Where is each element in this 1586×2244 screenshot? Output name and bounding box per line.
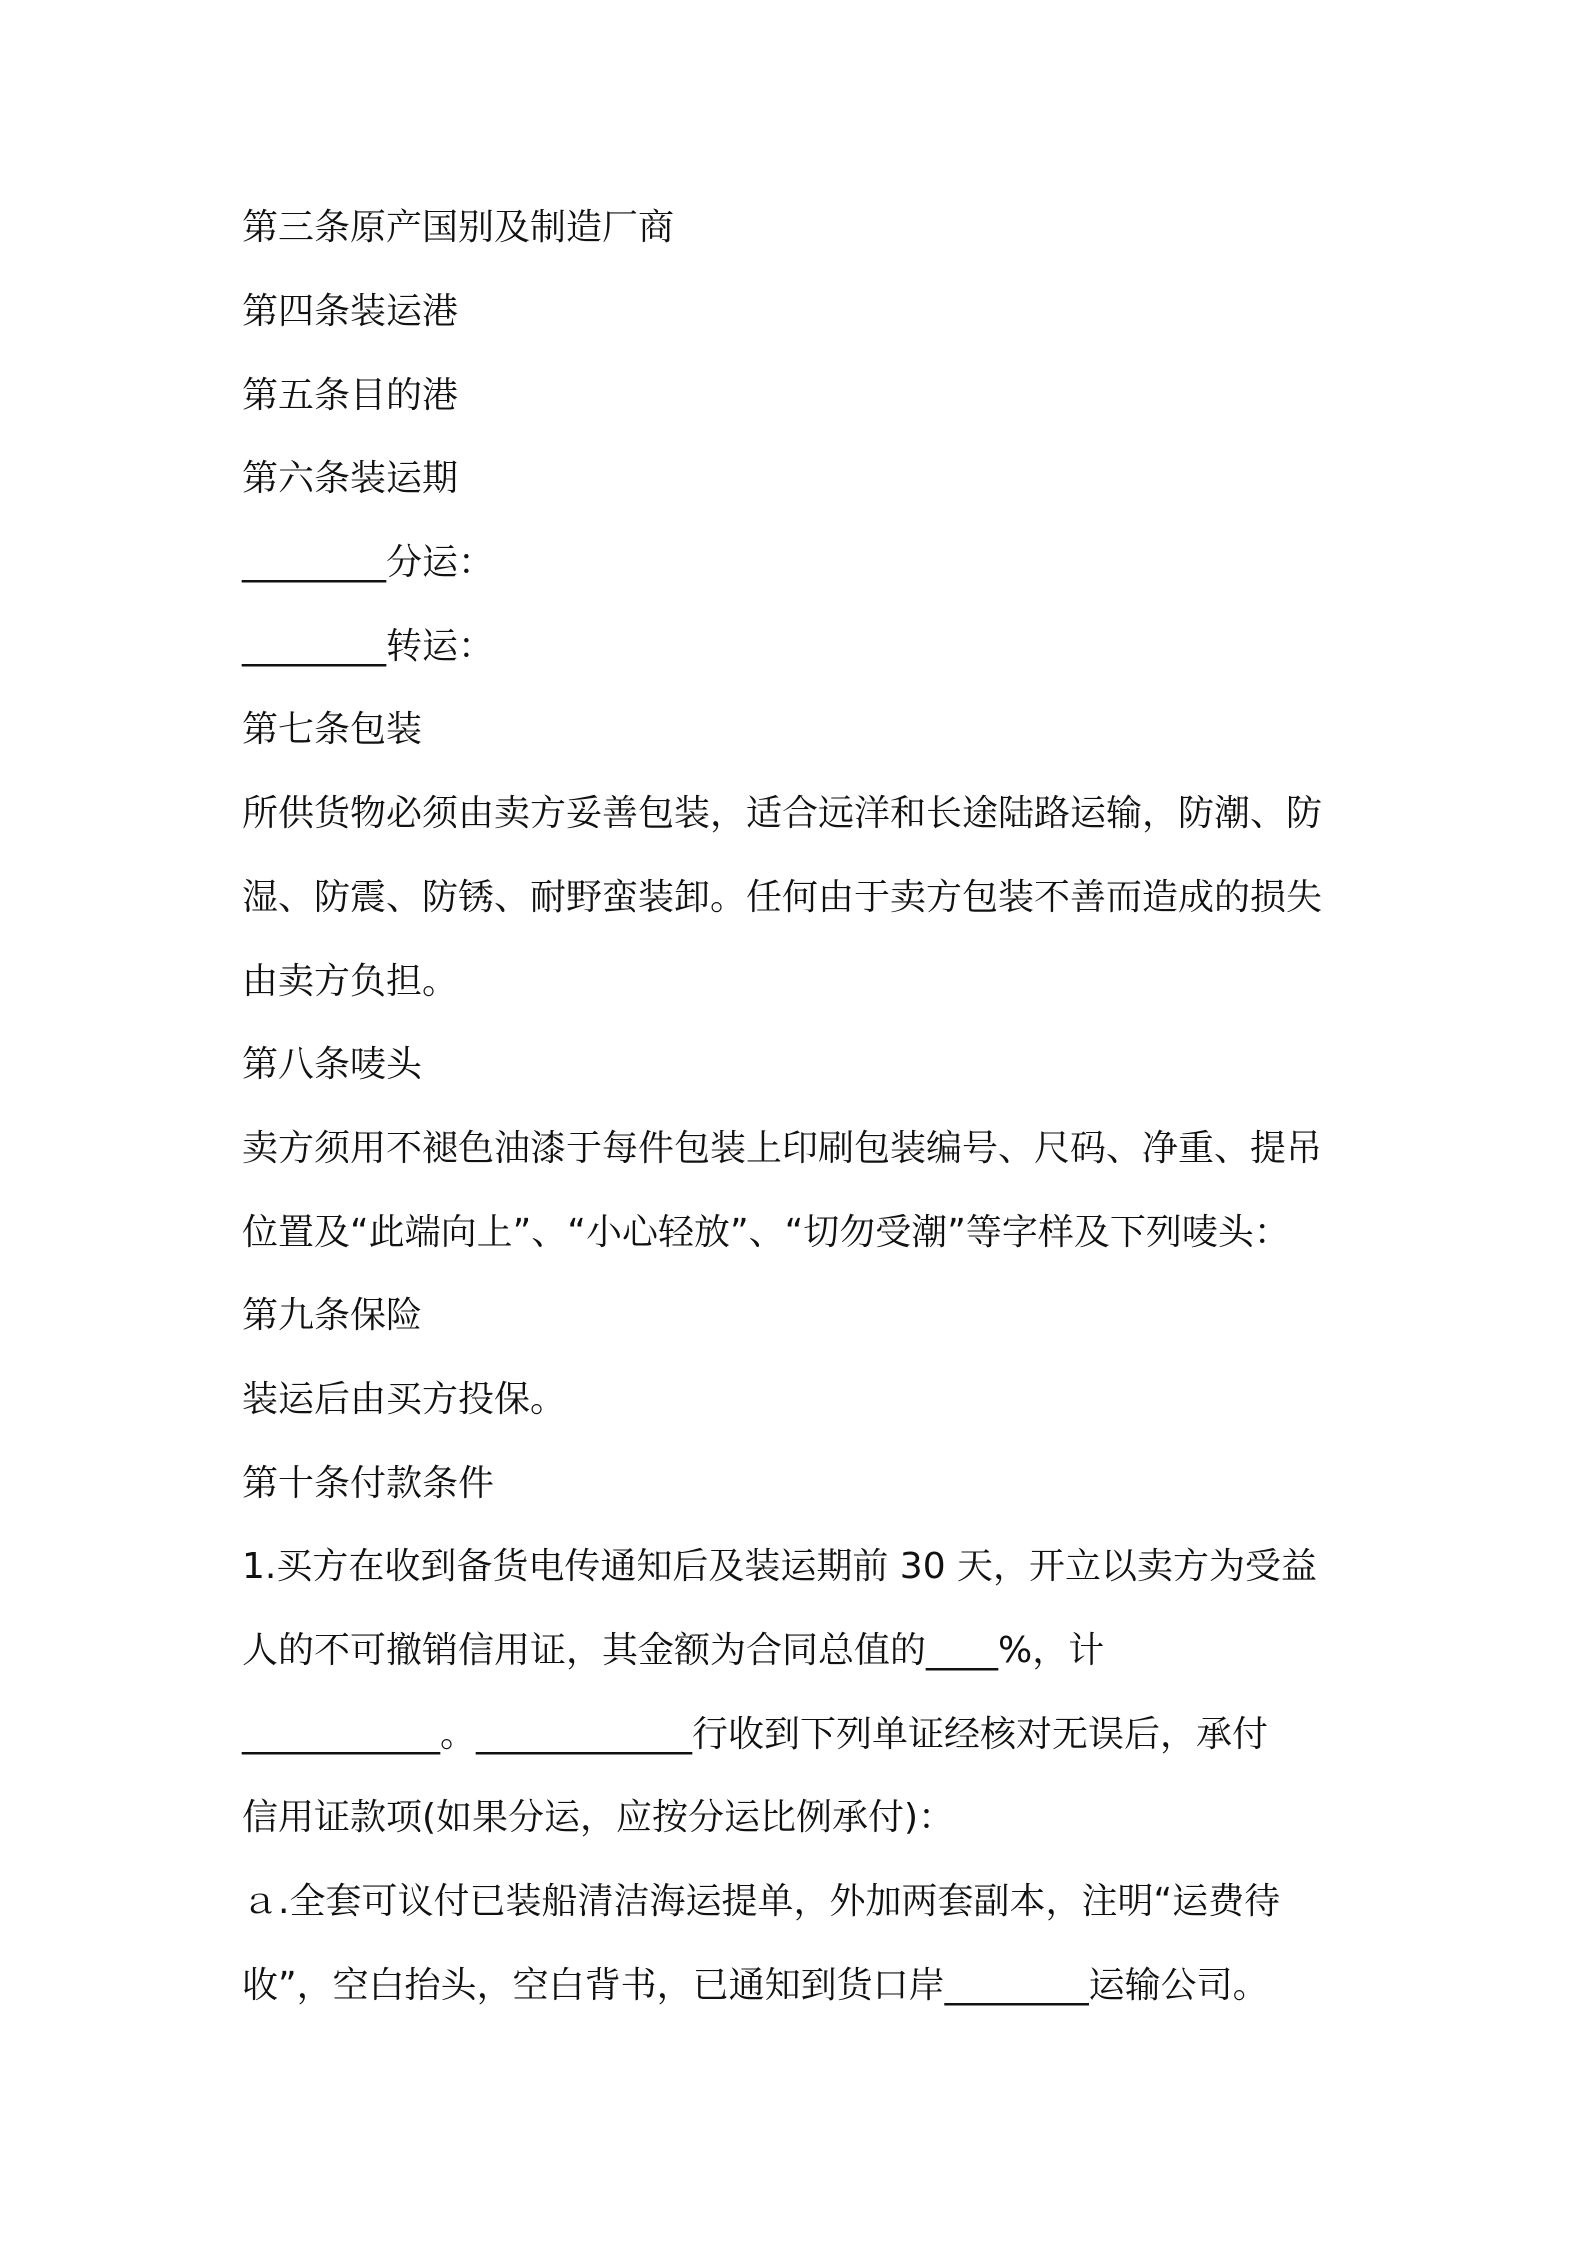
text-line: 第七条包装 [242, 709, 423, 750]
text-line: ________分运： [242, 542, 495, 583]
text-line: 第六条装运期 [242, 458, 459, 499]
text-line: 1.买方在收到备货电传通知后及装运期前 30 天，开立以卖方为受益 [242, 1546, 1318, 1587]
text-line: ________转运： [242, 626, 495, 667]
text-line: ___________。____________行收到下列单证经核对无误后，承付 [242, 1714, 1269, 1755]
text-line: 第五条目的港 [242, 375, 459, 416]
text-line: 第十条付款条件 [242, 1463, 495, 1504]
text-line: 第三条原产国别及制造厂商 [242, 207, 675, 248]
text-line: 第八条唛头 [242, 1044, 423, 1085]
text-line: 人的不可撤销信用证，其金额为合同总值的____%，计 [242, 1630, 1105, 1671]
text-line: 所供货物必须由卖方妥善包装，适合远洋和长途陆路运输，防潮、防 [242, 793, 1323, 834]
text-line: 位置及“此端向上”、“小心轻放”、“切勿受潮”等字样及下列唛头： [242, 1212, 1290, 1253]
text-line: 信用证款项(如果分运，应按分运比例承付)： [242, 1797, 955, 1838]
text-line: 湿、防震、防锈、耐野蛮装卸。任何由于卖方包装不善而造成的损失 [242, 877, 1323, 918]
text-line: 第四条装运港 [242, 291, 459, 332]
text-line: ａ.全套可议付已装船清洁海运提单，外加两套副本，注明“运费待 [242, 1881, 1281, 1922]
text-line: 由卖方负担。 [242, 961, 459, 1002]
text-line: 卖方须用不褪色油漆于每件包装上印刷包装编号、尺码、净重、提吊 [242, 1128, 1323, 1169]
text-line: 装运后由买方投保。 [242, 1379, 567, 1420]
text-line: 收”，空白抬头，空白背书，已通知到货口岸________运输公司。 [242, 1965, 1269, 2006]
text-line: 第九条保险 [242, 1295, 423, 1336]
